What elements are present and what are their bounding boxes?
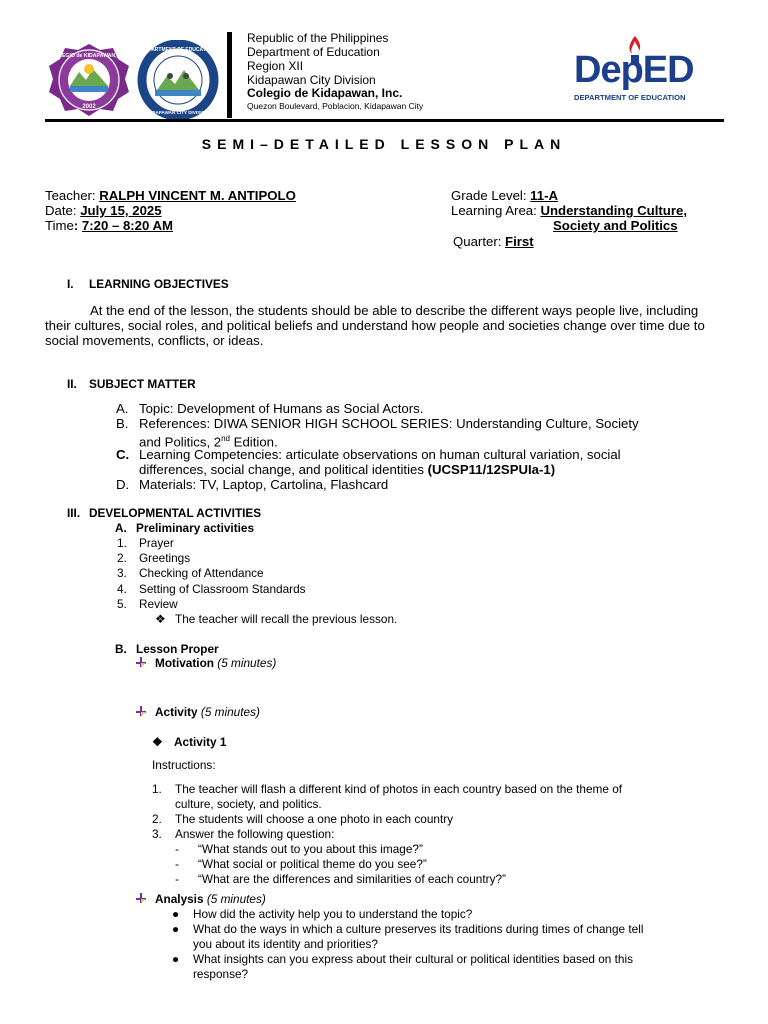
school-seal-logo <box>46 42 132 118</box>
instruction-step <box>152 812 453 827</box>
question-item <box>175 857 427 872</box>
item-text: and Politics, 2 <box>139 434 222 450</box>
analysis-item <box>172 907 472 922</box>
subject-item-competencies <box>116 447 621 462</box>
prelim-item <box>117 551 190 566</box>
competency-code: (UCSP11/12SPUIa-1) <box>427 462 556 477</box>
motivation-heading <box>135 656 276 671</box>
diamond-bullet-icon: ❖ <box>152 735 163 749</box>
item-text: Review <box>139 597 178 611</box>
item-marker: B. <box>116 416 129 431</box>
header-school-name: Colegio de Kidapawan, Inc. <box>247 86 403 100</box>
item-text: Prayer <box>139 536 174 550</box>
teacher-label: Teacher: <box>45 188 100 203</box>
prelim-item <box>117 536 174 551</box>
section-title: LEARNING OBJECTIVES <box>89 277 229 291</box>
item-text: What insights can you express about their cultural or political identities based on this <box>193 952 633 966</box>
analysis-item <box>172 922 643 937</box>
teacher-row <box>45 188 296 203</box>
analysis-item-cont: response? <box>193 967 249 981</box>
analysis-item <box>172 952 633 967</box>
subsection-marker: B. <box>115 642 127 656</box>
question-item <box>175 842 423 857</box>
review-note-text: The teacher will recall the previous lesson. <box>175 612 398 626</box>
item-marker: A. <box>116 401 129 416</box>
item-text: Checking of Attendance <box>139 566 264 580</box>
question-item <box>175 872 506 887</box>
item-marker: - <box>175 857 179 871</box>
item-marker: 3. <box>117 566 127 580</box>
diamond-bullet-icon: ❖ <box>155 612 166 626</box>
deped-division-seal-logo <box>137 40 219 120</box>
instructions-label: Instructions: <box>152 758 216 772</box>
item-text: Answer the following question: <box>175 827 335 841</box>
item-text: How did the activity help you to understand the topic? <box>193 907 473 921</box>
item-marker: D. <box>116 477 130 492</box>
review-note <box>155 612 397 627</box>
subject-item-materials <box>116 477 388 492</box>
item-text: The teacher will flash a different kind of photos in each country based on the theme of <box>175 782 623 796</box>
bullet-icon: ● <box>172 907 180 921</box>
bullet-icon: ● <box>172 922 180 936</box>
prelim-item <box>117 597 178 612</box>
header-line-republic: Republic of the Philippines <box>247 31 389 45</box>
deped-logo <box>574 34 709 106</box>
teacher-name: RALPH VINCENT M. ANTIPOLO <box>99 188 296 203</box>
item-text: “What stands out to you about this image?” <box>198 842 423 856</box>
section-number: III. <box>67 506 81 520</box>
header-line-region: Region XII <box>247 59 304 73</box>
item-marker: 3. <box>152 827 162 841</box>
item-marker: - <box>175 842 179 856</box>
arrow-bullet-icon <box>135 705 147 717</box>
section-title: SUBJECT MATTER <box>89 377 196 391</box>
item-text: Edition. <box>230 434 278 450</box>
activity1-heading <box>152 735 226 750</box>
item-text: What do the ways in which a culture preserves its traditions during times of change tell <box>193 922 644 936</box>
time-row <box>45 218 173 233</box>
section-title: DEVELOPMENTAL ACTIVITIES <box>89 506 262 520</box>
quarter-value: First <box>505 234 534 249</box>
analysis-heading <box>135 892 266 907</box>
item-text: “What social or political theme do you see?” <box>198 857 427 871</box>
superscript: nd <box>221 434 231 443</box>
instruction-step-cont: culture, society, and politics. <box>175 797 322 811</box>
arrow-bullet-icon <box>135 656 147 668</box>
subject-item-references <box>116 416 639 431</box>
item-marker: - <box>175 872 179 886</box>
quarter-row <box>453 234 534 249</box>
header-line-department: Department of Education <box>247 45 380 59</box>
item-marker: 2. <box>152 812 162 826</box>
analysis-time: (5 minutes) <box>206 892 266 906</box>
motivation-time: (5 minutes) <box>217 656 277 670</box>
grade-row <box>451 188 558 203</box>
section-number: I. <box>67 277 74 291</box>
date-label: Date: <box>45 203 81 218</box>
area-row <box>451 203 687 218</box>
quarter-label: Quarter: <box>453 234 506 249</box>
time-label: Time <box>45 218 74 233</box>
page-title: SEMI–DETAILED LESSON PLAN <box>201 136 567 152</box>
item-marker: 5. <box>117 597 127 611</box>
subsection-title: Preliminary activities <box>136 521 255 535</box>
section-heading-activities <box>67 506 261 521</box>
header-address: Quezon Boulevard, Poblacion, Kidapawan City <box>247 101 424 111</box>
deped-logo-word: DepED <box>574 49 694 91</box>
date-row <box>45 203 162 218</box>
item-text: differences, social change, and political identities <box>139 462 428 477</box>
item-text: “What are the differences and similarities of each country?” <box>198 872 506 886</box>
activity-time: (5 minutes) <box>200 705 260 719</box>
grade-value: 11-A <box>530 188 559 203</box>
area-value-line1: Understanding Culture, <box>540 203 687 218</box>
arrow-bullet-icon <box>135 892 147 904</box>
instruction-step <box>152 827 334 842</box>
item-text: Topic: Development of Humans as Social Actors. <box>139 401 424 416</box>
item-marker: C. <box>116 447 130 462</box>
section-heading-objectives <box>67 277 229 292</box>
deped-logo-subtitle: DEPARTMENT OF EDUCATION <box>574 93 686 102</box>
activity-heading <box>135 705 260 720</box>
analysis-label: Analysis <box>155 892 204 906</box>
bullet-icon: ● <box>172 952 180 966</box>
subsection-lesson-proper <box>115 642 219 657</box>
item-text: Greetings <box>139 551 191 565</box>
deped-seal-bottom-text: KIDAPAWAN CITY DIVISION <box>147 110 209 115</box>
school-seal-year: 2002 <box>82 104 96 110</box>
subject-item-competencies-cont <box>139 462 555 477</box>
subsection-marker: A. <box>115 521 127 535</box>
letterhead-divider <box>227 32 232 118</box>
time-value: 7:20 – 8:20 AM <box>81 218 174 233</box>
deped-seal-top-text: DEPARTMENT OF EDUCATION <box>141 47 215 53</box>
item-text: Learning Competencies: articulate observations on human cultural variation, social <box>139 447 621 462</box>
item-marker: 4. <box>117 582 127 596</box>
section-number: II. <box>67 377 77 391</box>
item-marker: 2. <box>117 551 127 565</box>
grade-label: Grade Level: <box>451 188 531 203</box>
area-value-line2: Society and Politics <box>553 218 678 233</box>
motivation-label: Motivation <box>155 656 214 670</box>
subsection-title: Lesson Proper <box>136 642 219 656</box>
activity1-label: Activity 1 <box>174 735 227 749</box>
letterhead-rule <box>45 119 724 122</box>
activity-label: Activity <box>155 705 198 719</box>
area-label: Learning Area: <box>451 203 541 218</box>
objectives-paragraph: At the end of the lesson, the students should be able to describe the different ways people live, including their cultures, social roles, and political beliefs and understand how people and societies change over time due to social movements, conflicts, or ideas. <box>45 303 705 348</box>
subject-item-topic <box>116 401 423 416</box>
date-value: July 15, 2025 <box>80 203 162 218</box>
time-colon: : <box>73 218 82 233</box>
prelim-item <box>117 566 264 581</box>
item-text: Materials: TV, Laptop, Cartolina, Flashcard <box>139 477 389 492</box>
header-line-division: Kidapawan City Division <box>247 73 376 87</box>
item-marker: 1. <box>117 536 127 550</box>
analysis-item-cont: you about its identity and priorities? <box>193 937 378 951</box>
school-seal-text: COLEGIO de KIDAPAWAN, Inc. <box>51 53 127 59</box>
prelim-item <box>117 582 306 597</box>
subsection-preliminary <box>115 521 254 536</box>
item-text: The students will choose a one photo in each country <box>175 812 454 826</box>
item-marker: 1. <box>152 782 162 796</box>
instruction-step <box>152 782 622 797</box>
section-heading-subject-matter <box>67 377 196 392</box>
item-text: Setting of Classroom Standards <box>139 582 306 596</box>
item-text: References: DIWA SENIOR HIGH SCHOOL SERIES: Understanding Culture, Society <box>139 416 639 431</box>
